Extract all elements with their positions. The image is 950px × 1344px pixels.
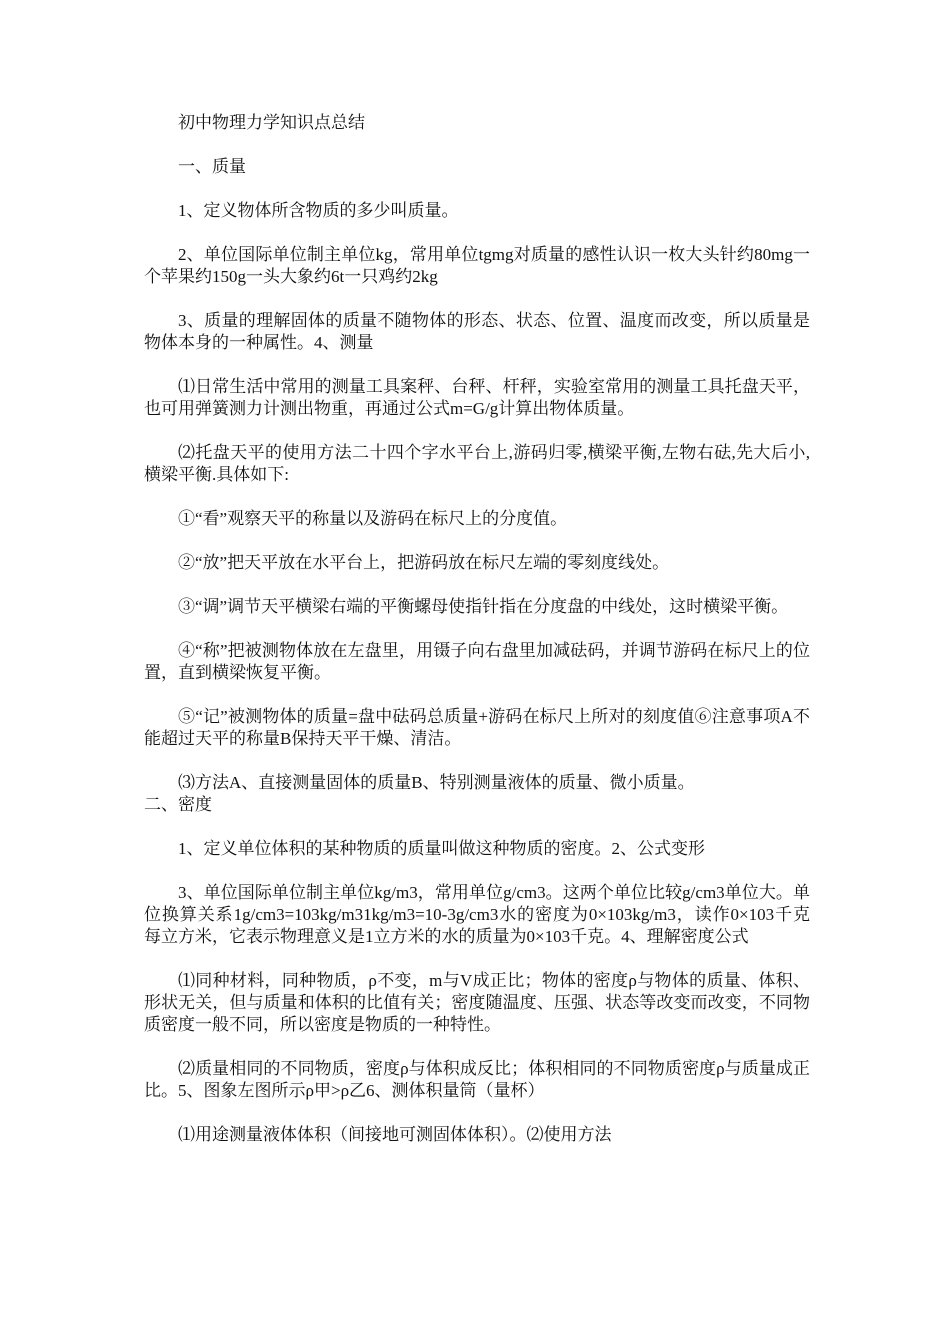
paragraph: ①“看”观察天平的称量以及游码在标尺上的分度值。	[178, 509, 568, 528]
paragraph: 3、质量的理解固体的质量不随物体的形态、状态、位置、温度而改变，所以质量是物体本身的一种属性。4、测量	[144, 311, 810, 352]
paragraph: ⑴日常生活中常用的测量工具案秤、台秤、杆秤，实验室常用的测量工具托盘天平，也可用弹簧测力计测出物重，再通过公式m=G/g计算出物体质量。	[144, 377, 810, 418]
paragraph: ⑴用途测量液体体积（间接地可测固体体积）。⑵使用方法	[178, 1125, 612, 1144]
paragraph: ⑤“记”被测物体的质量=盘中砝码总质量+游码在标尺上所对的刻度值⑥注意事项A不能超过天平的称量B保持天平干燥、清洁。	[144, 707, 810, 748]
paragraph: ③“调”调节天平横梁右端的平衡螺母使指针指在分度盘的中线处，这时横梁平衡。	[178, 597, 789, 616]
section-heading-density: 二、密度	[144, 795, 212, 814]
paragraph: 1、定义单位体积的某种物质的质量叫做这种物质的密度。2、公式变形	[178, 839, 705, 858]
section-heading-mass: 一、质量	[178, 157, 246, 176]
paragraph: 3、单位国际单位制主单位kg/m3，常用单位g/cm3。这两个单位比较g/cm3单位大。单位换算关系1g/cm3=103kg/m31kg/m3=10-3g/cm3水的密度为0×103kg/m3，读作0×103千克每立方米，它表示物理意义是1立方米的水的质量为0×103千克。4、理解密度公式	[144, 883, 810, 946]
document-title: 初中物理力学知识点总结	[178, 113, 365, 132]
paragraph: ⑵质量相同的不同物质，密度ρ与体积成反比；体积相同的不同物质密度ρ与质量成正比。5、图象左图所示ρ甲>ρ乙6、测体积量筒（量杯）	[144, 1059, 810, 1100]
document-body	[144, 112, 810, 1168]
paragraph: ⑵托盘天平的使用方法二十四个字水平台上,游码归零,横梁平衡,左物右砝,先大后小,横梁平衡.具体如下:	[144, 443, 810, 484]
paragraph: ⑶方法A、直接测量固体的质量B、特别测量液体的质量、微小质量。	[178, 773, 695, 792]
paragraph: 1、定义物体所含物质的多少叫质量。	[178, 201, 459, 220]
paragraph: ②“放”把天平放在水平台上，把游码放在标尺左端的零刻度线处。	[178, 553, 670, 572]
paragraph: ⑴同种材料，同种物质，ρ不变，m与V成正比；物体的密度ρ与物体的质量、体积、形状无关，但与质量和体积的比值有关；密度随温度、压强、状态等改变而改变，不同物质密度一般不同，所以密度是物质的一种特性。	[144, 971, 810, 1034]
paragraph: ④“称”把被测物体放在左盘里，用镊子向右盘里加减砝码，并调节游码在标尺上的位置，直到横梁恢复平衡。	[144, 641, 810, 682]
paragraph: 2、单位国际单位制主单位kg，常用单位tgmg对质量的感性认识一枚大头针约80mg一个苹果约150g一头大象约6t一只鸡约2kg	[144, 245, 810, 286]
